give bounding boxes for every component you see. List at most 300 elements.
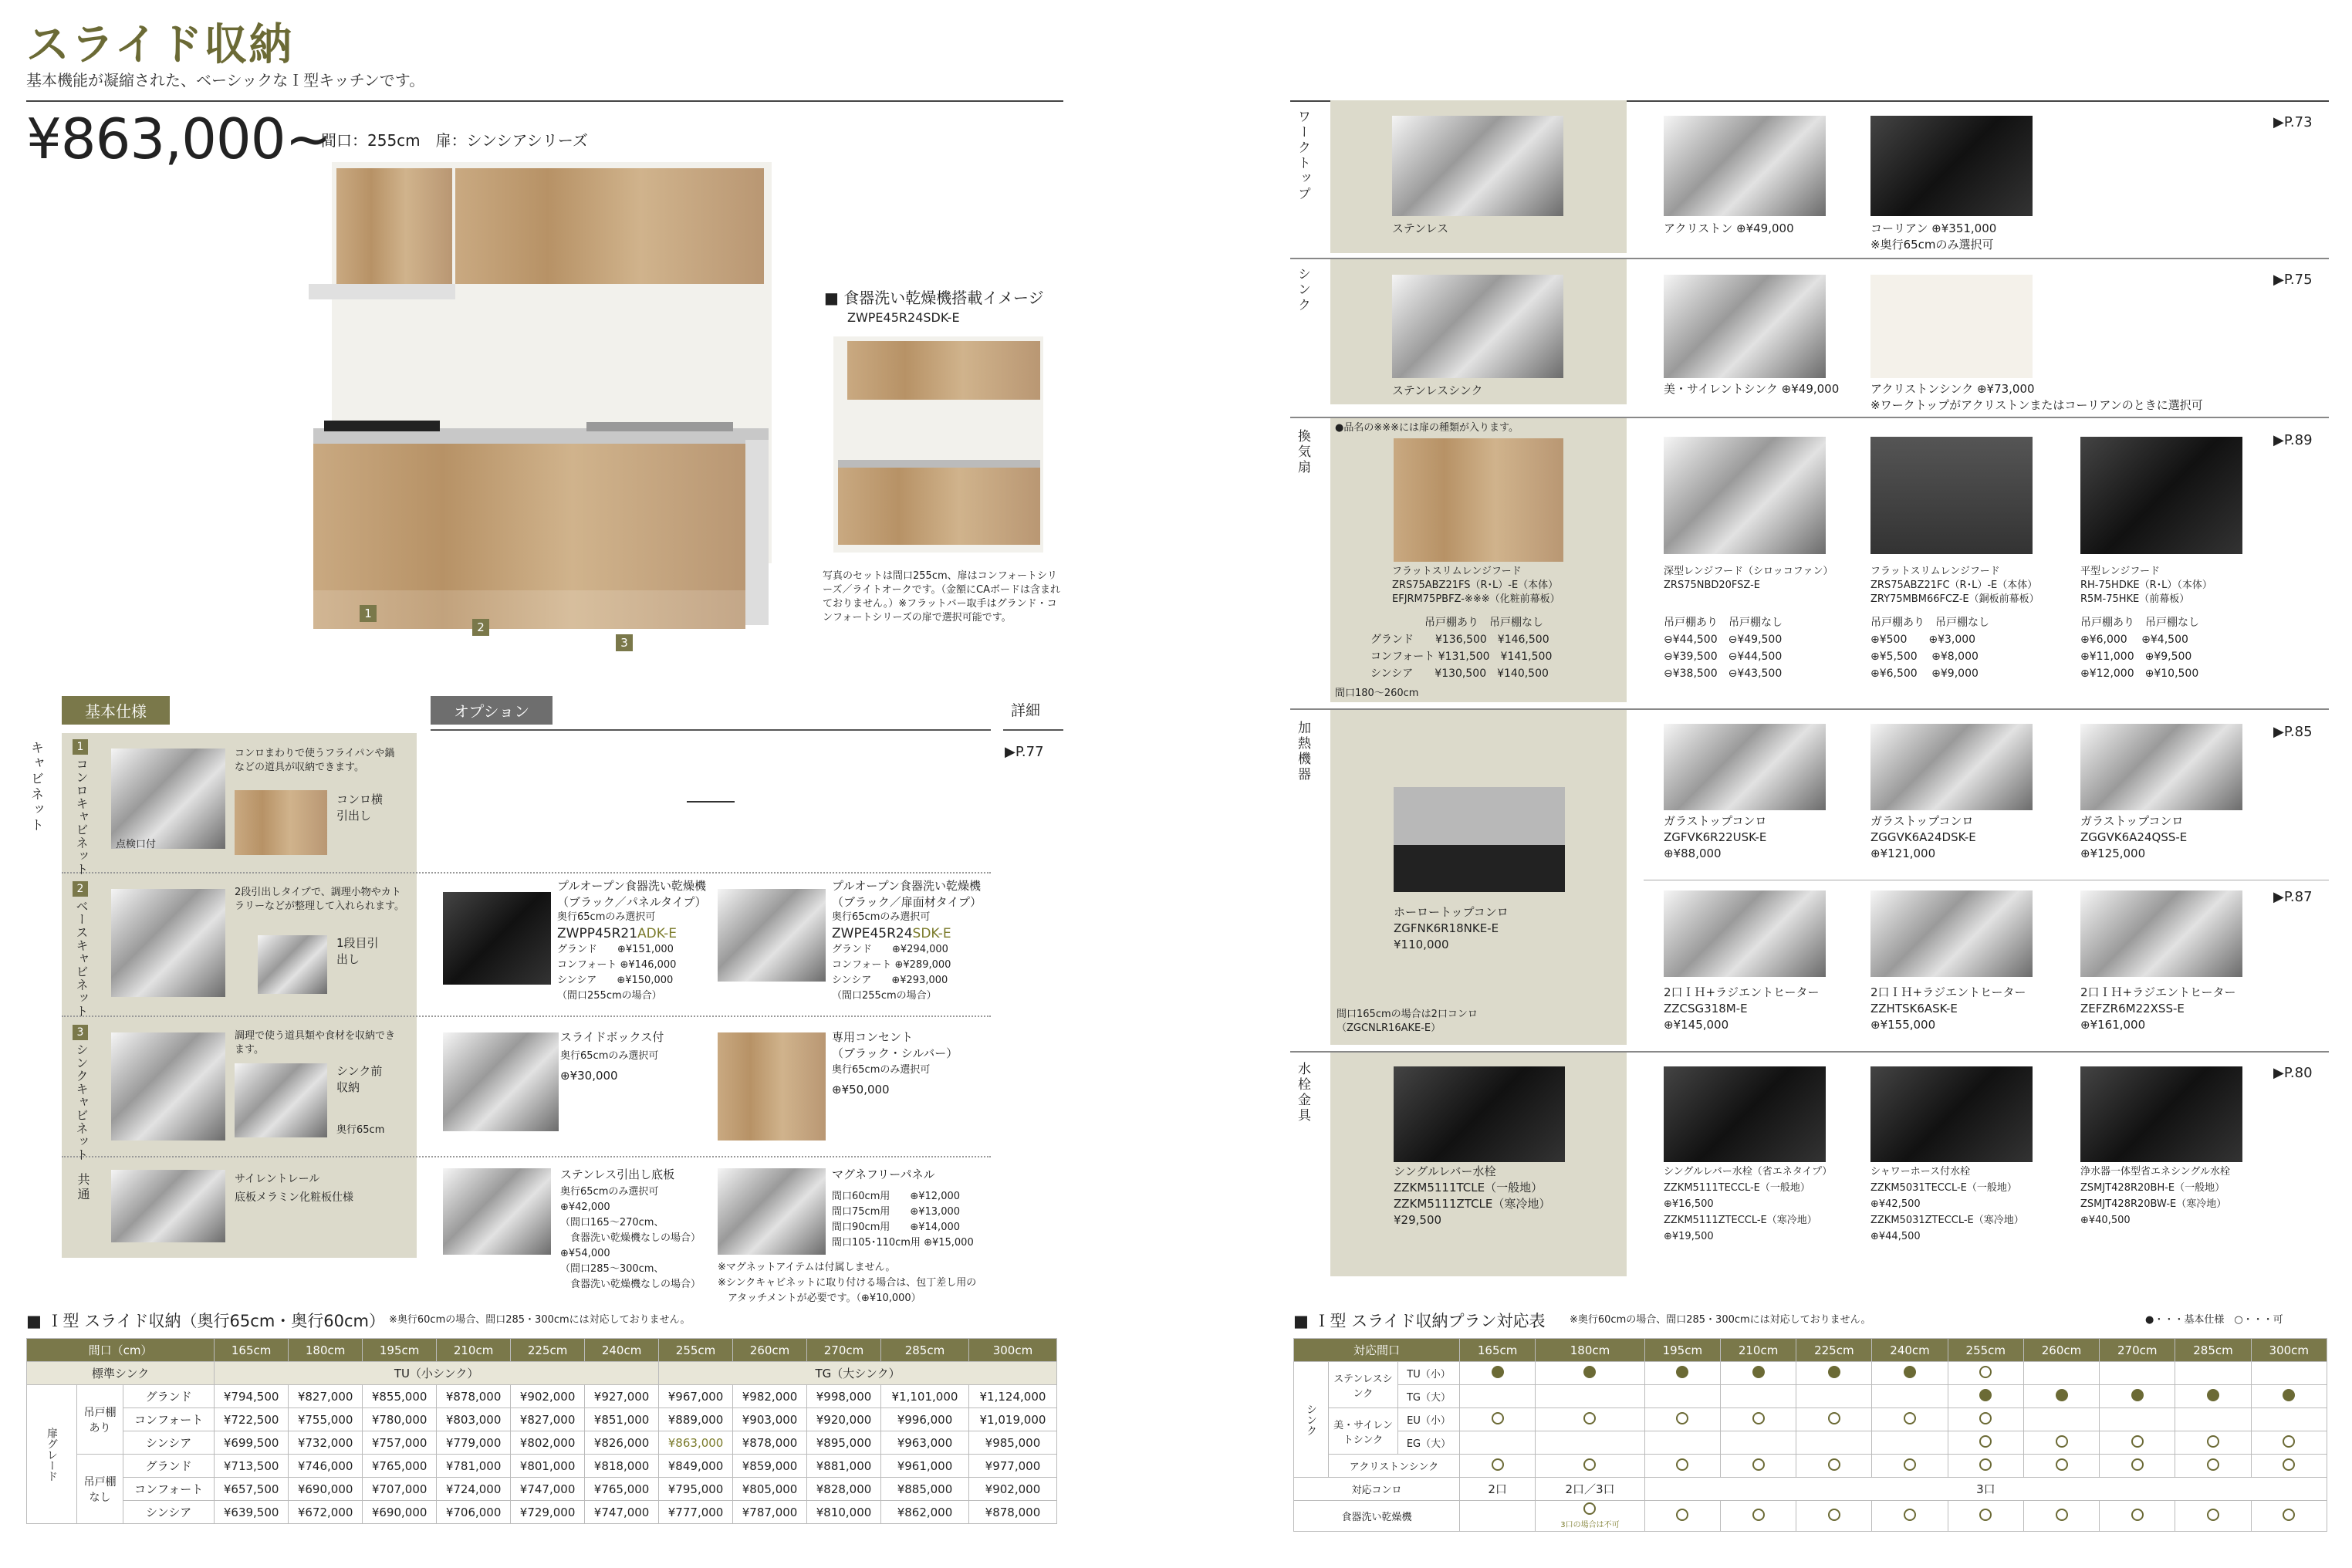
- table-cell: ¥765,000: [363, 1455, 437, 1478]
- option-ring: [1752, 1458, 1765, 1471]
- basic-dot: [2056, 1389, 2068, 1401]
- table-cell: ¥732,000: [289, 1431, 363, 1455]
- dishwasher-image-title: ■ 食器洗い乾燥機搭載イメージ: [824, 289, 1044, 307]
- table-cell: ¥706,000: [437, 1501, 511, 1524]
- worktop-corian-photo: [1870, 116, 2033, 216]
- basic-spec-tag: 基本仕様: [62, 696, 170, 725]
- table-cell: ¥747,000: [511, 1478, 585, 1501]
- option-ring: [2283, 1458, 2295, 1471]
- row-3-num: 3: [73, 1025, 88, 1040]
- dw2-price-3: シンシア ⊕¥293,000: [832, 975, 948, 986]
- table-cell: ¥757,000: [363, 1431, 437, 1455]
- heater-enamel-photo: [1394, 787, 1565, 892]
- plan-cell: [1460, 1431, 1536, 1455]
- dw1-model-suffix: ADK-E: [637, 926, 678, 941]
- plan-cell: [2023, 1362, 2099, 1385]
- table-cell: ¥889,000: [659, 1408, 733, 1431]
- basic-dot: [1752, 1366, 1765, 1378]
- magnet-line-1: 間口60cm用 ⊕¥12,000: [832, 1191, 961, 1202]
- sink-row-label: 標準シンク: [27, 1362, 215, 1385]
- faucet-2: シャワーホース付水栓 ZZKM5031TECCL-E（一般地） ⊕¥42,500 ZZKM5031ZTECCL-E（寒冷地） ⊕¥44,500: [1870, 1166, 2024, 1242]
- plan-cell: [2175, 1385, 2251, 1408]
- plan-cell: [1644, 1501, 1720, 1532]
- row-2-photo: [111, 889, 225, 997]
- plan-cell: [1872, 1408, 1948, 1431]
- dw1-photo: [443, 892, 551, 985]
- table-cell: ¥746,000: [289, 1455, 363, 1478]
- hood-flat-slim-photo: [1394, 438, 1563, 562]
- row-3-photo: [111, 1032, 225, 1141]
- plan-cell: [2251, 1362, 2327, 1385]
- table-cell: ¥855,000: [363, 1385, 437, 1408]
- worktop-rule: [1644, 100, 2329, 102]
- table-cell: ¥818,000: [585, 1455, 659, 1478]
- plan-cell: [1872, 1362, 1948, 1385]
- table-cell: ¥639,500: [215, 1501, 289, 1524]
- option-ring: [1904, 1412, 1916, 1424]
- row-divider-3: [62, 1156, 991, 1157]
- plan-cell: [1644, 1408, 1720, 1431]
- faucet-1: シングルレバー水栓（省エネタイプ） ZZKM5111TECCL-E（一般地） ⊕¥16,500 ZZKM5111ZTECCL-E（寒冷地） ⊕¥19,500: [1664, 1166, 1833, 1242]
- table-cell: ¥699,500: [215, 1431, 289, 1455]
- plan-cell: [2100, 1362, 2175, 1385]
- option-ring: [1904, 1458, 1916, 1471]
- dw2-price-2: コンフォート ⊕¥289,000: [832, 959, 951, 971]
- row-divider-1: [62, 872, 991, 874]
- table-cell: ¥780,000: [363, 1408, 437, 1431]
- table-cell: ¥977,000: [968, 1455, 1056, 1478]
- faucet-3: 浄水器一体型省エネシングル水栓 ZSMJT428R20BH-E（一般地） ZSMJT428R20BW-E（寒冷地） ⊕¥40,500: [2080, 1166, 2231, 1226]
- table-cell: ¥810,000: [807, 1501, 881, 1524]
- plan-col-header: 240cm: [1872, 1339, 1948, 1362]
- hood-item-1: フラットスリムレンジフード ZRS75ABZ21FS（R･L）-E（本体） EFJRM75PBFZ-※※※（化粧前幕板）: [1392, 566, 1560, 605]
- table-cell: ¥724,000: [437, 1478, 511, 1501]
- heater-ih-2-photo: [1870, 890, 2033, 977]
- heater-ih-3-photo: [2080, 890, 2242, 977]
- table-cell: ¥722,500: [215, 1408, 289, 1431]
- plan-cell: [1720, 1408, 1796, 1431]
- option-ring: [1492, 1412, 1504, 1424]
- plan-cell: [1720, 1385, 1796, 1408]
- table-cell: ¥828,000: [807, 1478, 881, 1501]
- sink-item-1: ステンレスシンク: [1392, 384, 1483, 397]
- photo-note: 写真のセットは間口255cm、扉はコンフォートシリーズ／ライトオークです。（金額にCAボードは含まれておりません。）※フラットバー取手はグランド・コンフォートシリーズの扉で選択可能です。: [823, 570, 1061, 623]
- plan-col-header: 180cm: [1536, 1339, 1645, 1362]
- marker-1: 1: [360, 605, 377, 622]
- heater-glass-2: ガラストップコンロ ZGGVK6A24DSK-E ⊕¥121,000: [1870, 814, 1976, 860]
- table-cell: ¥826,000: [585, 1431, 659, 1455]
- plan-cell: [2251, 1408, 2327, 1431]
- plan-eg: EG（大）: [1398, 1431, 1460, 1455]
- table-cell: ¥672,000: [289, 1501, 363, 1524]
- price-table: [26, 1338, 1057, 1524]
- table-cell: ¥779,000: [437, 1431, 511, 1455]
- without-cabinet-label: 吊戸棚なし: [77, 1455, 123, 1524]
- plan-cell: [1460, 1362, 1536, 1385]
- option-ring: [1583, 1458, 1596, 1471]
- plan-sink-label: シンク: [1294, 1362, 1329, 1478]
- table-cell: ¥827,000: [511, 1408, 585, 1431]
- plan-cell: [1872, 1501, 1948, 1532]
- basic-dot: [2131, 1389, 2144, 1401]
- faucet-0-photo: [1394, 1066, 1565, 1162]
- row-divider-2: [62, 1015, 991, 1017]
- heater-label: 加熱機器: [1295, 721, 1310, 782]
- dw1-title: プルオープン食器洗い乾燥機 （ブラック／パネルタイプ）: [557, 879, 707, 909]
- plan-acryston-sink: アクリストンシンク: [1329, 1455, 1460, 1478]
- price-col-header: 195cm: [363, 1339, 437, 1362]
- basic-dot: [1979, 1389, 1992, 1401]
- plan-cell: [2175, 1408, 2251, 1431]
- hood-flat-slim-dark-photo: [1870, 437, 2033, 554]
- sink-item-2: 美・サイレントシンク ⊕¥49,000: [1664, 382, 1840, 396]
- heater-glass-1-photo: [1664, 724, 1826, 810]
- row-2-photo2: [258, 935, 327, 994]
- row-2-cap2: 1段目引出し: [336, 936, 379, 966]
- dw2-model: [832, 926, 951, 941]
- option-ring: [1979, 1412, 1992, 1424]
- table-cell: ¥1,019,000: [968, 1408, 1056, 1431]
- plan-col-header: 285cm: [2175, 1339, 2251, 1362]
- hood-item-3: フラットスリムレンジフード ZRS75ABZ21FC（R･L）-E（本体） ZRY75MBM66FCZ-E（銅板前幕板）: [1870, 566, 2039, 605]
- row-3-photo2: [235, 1063, 327, 1137]
- worktop-stainless-photo: [1392, 116, 1563, 216]
- faucet-0: シングルレバー水栓 ZZKM5111TCLE（一般地） ZZKM5111ZTCLE（寒冷地） ¥29,500: [1394, 1164, 1551, 1227]
- dw1-model-text: ZWPP45R21: [557, 926, 638, 941]
- option-ring: [1492, 1458, 1504, 1471]
- row-common-name: 共通: [76, 1173, 90, 1202]
- magnet-line-3: 間口90cm用 ⊕¥14,000: [832, 1222, 961, 1233]
- plan-cell: [1644, 1362, 1720, 1385]
- plan-tg: TG（大）: [1398, 1385, 1460, 1408]
- slidebox-photo: [443, 1032, 559, 1131]
- plan-cell: [1460, 1385, 1536, 1408]
- plan-cell: [2023, 1501, 2099, 1532]
- table-cell: ¥795,000: [659, 1478, 733, 1501]
- plan-stove-label: 対応コンロ: [1294, 1478, 1460, 1501]
- basic-dot: [1583, 1366, 1596, 1378]
- plan-cell: [2100, 1501, 2175, 1532]
- tray-title: ステンレス引出し底板: [560, 1168, 675, 1181]
- plan-cell: [1948, 1455, 2023, 1478]
- row-1-photo2: [235, 790, 327, 855]
- option-ring: [2056, 1509, 2068, 1521]
- price-col-header: 300cm: [968, 1339, 1056, 1362]
- table-cell: ¥961,000: [881, 1455, 969, 1478]
- empty-option-dash: [687, 801, 735, 803]
- plan-cell: [1720, 1501, 1796, 1532]
- plan-cell: [1948, 1408, 2023, 1431]
- dw1-note: 奥行65cmのみ選択可: [557, 911, 656, 923]
- hood-price-3: 吊戸棚あり 吊戸棚なし ⊕¥500 ⊕¥3,000 ⊕¥5,500 ⊕¥8,000 ⊕¥6,500 ⊕¥9,000: [1870, 617, 1989, 680]
- plan-col-header: 300cm: [2251, 1339, 2327, 1362]
- option-ring: [2131, 1458, 2144, 1471]
- row-3-name: シンクキャビネット: [74, 1043, 89, 1161]
- option-ring: [1752, 1412, 1765, 1424]
- table-cell: ¥895,000: [807, 1431, 881, 1455]
- plan-cell: [2175, 1362, 2251, 1385]
- table-cell: ¥707,000: [363, 1478, 437, 1501]
- option-ring: [2131, 1509, 2144, 1521]
- worktop-item-3: コーリアン ⊕¥351,000 ※奥行65cmのみ選択可: [1870, 221, 1997, 252]
- price-col-header: 165cm: [215, 1339, 289, 1362]
- dw2-price-note: （間口255cmの場合）: [832, 990, 937, 1002]
- with-cabinet-label: 吊戸棚あり: [77, 1385, 123, 1455]
- plan-cell: [1796, 1408, 1872, 1431]
- hood-label: 換気扇: [1295, 429, 1310, 475]
- option-ring: [2056, 1458, 2068, 1471]
- sink-tg: TG（大シンク）: [659, 1362, 1057, 1385]
- worktop-acryston-photo: [1664, 116, 1826, 216]
- option-ring: [1676, 1412, 1688, 1424]
- plan-table: [1293, 1338, 2327, 1532]
- sink-silent-photo: [1664, 275, 1826, 378]
- plan-cell: [1720, 1362, 1796, 1385]
- tray-line-1: 奥行65cmのみ選択可: [560, 1186, 659, 1198]
- faucet-2-photo: [1870, 1066, 2033, 1162]
- heater-glass-3: ガラストップコンロ ZGGVK6A24QSS-E ⊕¥125,000: [2080, 814, 2188, 860]
- marker-2: 2: [472, 619, 489, 636]
- table-cell: ¥851,000: [585, 1408, 659, 1431]
- table-cell: ¥967,000: [659, 1385, 733, 1408]
- plan-col-header: 195cm: [1644, 1339, 1720, 1362]
- table-cell: ¥927,000: [585, 1385, 659, 1408]
- size-spec: 間口：255cm 扉：シンシアシリーズ: [321, 131, 588, 150]
- table-cell: ¥747,000: [585, 1501, 659, 1524]
- slidebox-note: 奥行65cmのみ選択可: [560, 1050, 659, 1062]
- plan-col-header: 165cm: [1460, 1339, 1536, 1362]
- table-cell: ¥920,000: [807, 1408, 881, 1431]
- faucet-ref: ▶P.80: [2273, 1065, 2313, 1081]
- option-ring: [1583, 1502, 1596, 1515]
- table-cell: ¥963,000: [881, 1431, 969, 1455]
- magnet-note-1: ※マグネットアイテムは付属しません。: [718, 1262, 896, 1273]
- plan-cell: [2023, 1455, 2099, 1478]
- plan-tu: TU（小）: [1398, 1362, 1460, 1385]
- option-ring: [1979, 1366, 1992, 1378]
- plan-silent-sink: 美・サイレントシンク: [1329, 1408, 1398, 1455]
- plan-cell: [1536, 1385, 1645, 1408]
- table-cell: ¥996,000: [881, 1408, 969, 1431]
- plan-cell: [1796, 1501, 1872, 1532]
- plan-stove-180: 2口／3口: [1536, 1478, 1645, 1501]
- plan-stainless-sink: ステンレスシンク: [1329, 1362, 1398, 1408]
- magnet-note-2: ※シンクキャビネットに取り付ける場合は、包丁差し用の: [718, 1277, 977, 1289]
- sink-item-3: アクリストンシンク ⊕¥73,000 ※ワークトップがアクリストンまたはコーリアンのときに選択可: [1870, 382, 2203, 412]
- kitchen-image: [309, 162, 772, 640]
- heater-glass-3-photo: [2080, 724, 2242, 810]
- row-2-desc: 2段引出しタイプで、調理小物やカトラリーなどが整理して入れられます。: [235, 887, 404, 912]
- plan-cell: [1536, 1455, 1645, 1478]
- table-cell: ¥755,000: [289, 1408, 363, 1431]
- table-cell: ¥859,000: [733, 1455, 807, 1478]
- outlet-photo: [718, 1032, 826, 1141]
- detail-label: 詳細: [1011, 702, 1041, 719]
- plan-cell: [2251, 1455, 2327, 1478]
- dw1-price-3: シンシア ⊕¥150,000: [557, 975, 674, 986]
- dishwasher-kitchen-image: [833, 336, 1043, 553]
- worktop-item-1: ステンレス: [1392, 221, 1449, 235]
- dw2-note: 奥行65cmのみ選択可: [832, 911, 931, 923]
- dw2-title: プルオープン食器洗い乾燥機 （ブラック／扉面材タイプ）: [832, 879, 982, 909]
- sink-acryston-photo: [1870, 275, 2033, 378]
- plan-cell: [1948, 1362, 2023, 1385]
- plan-cell: [1872, 1385, 1948, 1408]
- tray-photo: [443, 1168, 551, 1255]
- magnet-photo: [718, 1168, 826, 1255]
- plan-col-header: 210cm: [1720, 1339, 1796, 1362]
- table-cell: ¥801,000: [511, 1455, 585, 1478]
- plan-cell: [2023, 1431, 2099, 1455]
- heater-ref-1: ▶P.85: [2273, 724, 2313, 740]
- dw2-model-suffix: SDK-E: [912, 926, 951, 941]
- table-cell: ¥862,000: [881, 1501, 969, 1524]
- price: ¥863,000~: [26, 106, 331, 171]
- faucet-label: 水栓金具: [1295, 1062, 1310, 1124]
- plan-cell: [2251, 1385, 2327, 1408]
- option-ring: [2056, 1435, 2068, 1448]
- plan-cell: [1720, 1431, 1796, 1455]
- magnet-line-2: 間口75cm用 ⊕¥13,000: [832, 1206, 961, 1218]
- option-ring: [1828, 1458, 1840, 1471]
- dw2-photo: [718, 889, 826, 982]
- table-cell: ¥729,000: [511, 1501, 585, 1524]
- plan-cell: [1948, 1431, 2023, 1455]
- table-cell: コンフォート: [123, 1478, 215, 1501]
- heater-glass-1: ガラストップコンロ ZGFVK6R22USK-E ⊕¥88,000: [1664, 814, 1767, 860]
- table-cell: ¥765,000: [585, 1478, 659, 1501]
- page-title: スライド収納: [26, 20, 294, 70]
- table-cell: ¥998,000: [807, 1385, 881, 1408]
- plan-cell: [1460, 1408, 1536, 1431]
- plan-dw-label: 食器洗い乾燥機: [1294, 1501, 1460, 1532]
- tray-line-3: （間口165～270cm、: [560, 1217, 664, 1228]
- option-tag: オプション: [431, 696, 553, 725]
- cabinet-label: キャビネット: [28, 741, 43, 833]
- price-col-header: 225cm: [511, 1339, 585, 1362]
- table-cell: グランド: [123, 1385, 215, 1408]
- plan-cell: [1644, 1431, 1720, 1455]
- dw2-price-1: グランド ⊕¥294,000: [832, 944, 948, 955]
- magnet-title: マグネフリーパネル: [832, 1168, 935, 1181]
- sink-ref: ▶P.75: [2273, 272, 2313, 288]
- hood-ref: ▶P.89: [2273, 432, 2313, 448]
- plan-cell: [1644, 1385, 1720, 1408]
- plan-cell: [2251, 1501, 2327, 1532]
- dw2-model-text: ZWPE45R24: [832, 926, 913, 941]
- plan-col-header: 255cm: [1948, 1339, 2023, 1362]
- table-cell: ¥982,000: [733, 1385, 807, 1408]
- row-1-cap1: 点検口付: [116, 839, 157, 850]
- magnet-line-4: 間口105･110cm用 ⊕¥15,000: [832, 1237, 974, 1249]
- table-cell: シンシア: [123, 1431, 215, 1455]
- heater-base-item: ホーロートップコンロ ZGFNK6R18NKE-E ¥110,000: [1394, 905, 1509, 951]
- price-col-header: 240cm: [585, 1339, 659, 1362]
- table-cell: ¥777,000: [659, 1501, 733, 1524]
- basic-dot: [2283, 1389, 2295, 1401]
- option-ring: [2283, 1435, 2295, 1448]
- hood-price-1: 吊戸棚あり 吊戸棚なし グランド ¥136,500 ¥146,500 コンフォート ¥131,500 ¥141,500 シンシア ¥130,500 ¥140,500: [1370, 617, 1553, 680]
- hood-deep-photo: [1664, 437, 1826, 554]
- plan-cell: [1536, 1362, 1645, 1385]
- option-ring: [1904, 1509, 1916, 1521]
- price-col-header: 270cm: [807, 1339, 881, 1362]
- table-cell: ¥794,500: [215, 1385, 289, 1408]
- table-cell: ¥781,000: [437, 1455, 511, 1478]
- table-cell: ¥805,000: [733, 1478, 807, 1501]
- outlet-note: 奥行65cmのみ選択可: [832, 1064, 931, 1076]
- table-cell: ¥827,000: [289, 1385, 363, 1408]
- table-cell: ¥878,000: [437, 1385, 511, 1408]
- row-3-cap1: シンク前収納: [336, 1064, 383, 1094]
- price-col-header: 間口（cm）: [27, 1339, 215, 1362]
- option-ring: [2207, 1435, 2219, 1448]
- heater-note: 間口165cmの場合は2口コンロ （ZGCNLR16AKE-E）: [1337, 1009, 1478, 1034]
- hood-flat-photo: [2080, 437, 2242, 554]
- tray-line-5: ⊕¥54,000: [560, 1248, 610, 1259]
- hood-range: 間口180～260cm: [1335, 688, 1419, 699]
- table-cell: ¥985,000: [968, 1431, 1056, 1455]
- plan-cell: [1796, 1385, 1872, 1408]
- plan-cell: [2175, 1455, 2251, 1478]
- outlet-title: 専用コンセント （ブラック・シルバー）: [832, 1030, 958, 1060]
- heater-ih-1: 2口ＩＨ+ラジエントヒーター ZZCSG318M-E ⊕¥145,000: [1664, 985, 1820, 1032]
- hood-price-4: 吊戸棚あり 吊戸棚なし ⊕¥6,000 ⊕¥4,500 ⊕¥11,000 ⊕¥9,500 ⊕¥12,000 ⊕¥10,500: [2080, 617, 2199, 680]
- detail-rule: [1003, 729, 1063, 731]
- row-1-desc: コンロまわりで使うフライパンや鍋などの道具が収納できます。: [235, 748, 395, 773]
- slidebox-price: ⊕¥30,000: [560, 1069, 618, 1083]
- plan-cell: [1796, 1455, 1872, 1478]
- table-cell: ¥903,000: [733, 1408, 807, 1431]
- grade-label: 扉グレード: [27, 1385, 77, 1524]
- table-cell: ¥802,000: [511, 1431, 585, 1455]
- plan-cell: [2100, 1408, 2175, 1431]
- table-cell: ¥1,101,000: [881, 1385, 969, 1408]
- dw1-model: [557, 926, 677, 941]
- option-ring: [2283, 1509, 2295, 1521]
- option-ring: [1979, 1435, 1992, 1448]
- table-cell: ¥878,000: [968, 1501, 1056, 1524]
- table-cell: ¥881,000: [807, 1455, 881, 1478]
- plan-cell: [2023, 1385, 2099, 1408]
- plan-cell: [1720, 1455, 1796, 1478]
- plan-cell: [2100, 1431, 2175, 1455]
- table-cell: シンシア: [123, 1501, 215, 1524]
- plan-stove-165: 2口: [1460, 1478, 1536, 1501]
- dw1-price-1: グランド ⊕¥151,000: [557, 944, 674, 955]
- table-cell: ¥849,000: [659, 1455, 733, 1478]
- price-col-header: 260cm: [733, 1339, 807, 1362]
- dw1-price-2: コンフォート ⊕¥146,000: [557, 959, 677, 971]
- worktop-item-2: アクリストン ⊕¥49,000: [1664, 221, 1794, 235]
- plan-cell: [1948, 1501, 2023, 1532]
- plan-cell: [1872, 1455, 1948, 1478]
- slidebox-title: スライドボックス付: [560, 1030, 664, 1044]
- table-cell: ¥863,000: [659, 1431, 733, 1455]
- plan-cell: [2100, 1385, 2175, 1408]
- plan-cell: [2175, 1501, 2251, 1532]
- dishwasher-image-model: ZWPE45R24SDK-E: [847, 310, 960, 325]
- plan-col-header: 対応間口: [1294, 1339, 1460, 1362]
- price-table-note: ※奥行60cmの場合、間口285・300cmには対応しておりません。: [389, 1314, 691, 1326]
- table-cell: コンフォート: [123, 1408, 215, 1431]
- tray-line-2: ⊕¥42,000: [560, 1201, 610, 1213]
- table-cell: ¥902,000: [511, 1385, 585, 1408]
- plan-stove-rest: 3口: [1644, 1478, 2327, 1501]
- heater-ih-1-photo: [1664, 890, 1826, 977]
- row-3-desc: 調理で使う道具類や食材を収納できます。: [235, 1030, 396, 1056]
- sink-tu: TU（小シンク）: [215, 1362, 659, 1385]
